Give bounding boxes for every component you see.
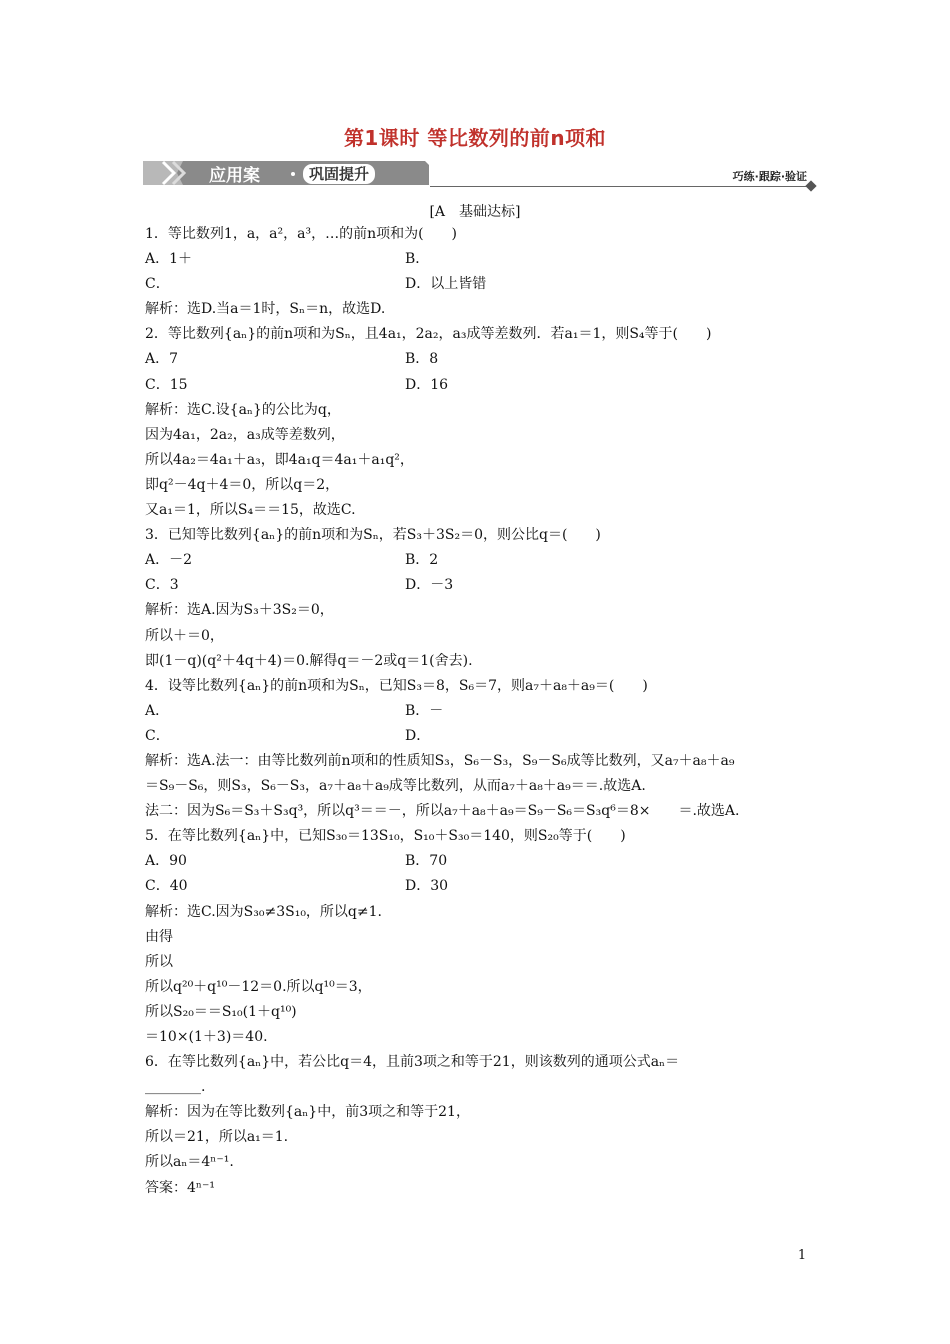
option-right: B．70: [405, 853, 448, 870]
option-row: [145, 849, 810, 874]
option-left: C．40: [145, 878, 188, 895]
option-right: B．－: [405, 702, 444, 719]
option-right: D．16: [405, 376, 449, 393]
text-line: 2．等比数列{aₙ}的前n项和为Sₙ，且4a₁，2a₂，a₃成等差数列．若a₁＝1，则S₄等于( ): [145, 326, 712, 343]
text-line: 所以q²⁰＋q¹⁰－12＝0.所以q¹⁰＝3，: [145, 978, 372, 995]
text-line: ＝10×(1＋3)＝40.: [145, 1029, 268, 1045]
option-left: A．－2: [145, 552, 193, 569]
text-line: 所以4a₂＝4a₁＋a₃，即4a₁q＝4a₁＋a₁q²，: [145, 451, 414, 468]
option-right: D．－3: [405, 577, 454, 594]
option-left: C．: [145, 727, 170, 744]
text-line: 因为4a₁，2a₂，a₃成等差数列，: [145, 426, 345, 443]
text-line: 所以: [145, 953, 173, 970]
option-left: C．15: [145, 376, 188, 393]
option-row: [145, 699, 810, 724]
text-line: 解析：选C.因为S₃₀≠3S₁₀，所以q≠1.: [145, 903, 382, 920]
option-left: A．: [145, 702, 170, 719]
option-left: A．7: [145, 351, 179, 368]
option-right: B．: [405, 251, 430, 268]
text-line: 5．在等比数列{aₙ}中，已知S₃₀＝13S₁₀，S₁₀＋S₃₀＝140，则S₂₀等于( ): [145, 828, 626, 845]
option-row: [145, 724, 810, 749]
banner-rule: [430, 186, 810, 187]
text-line: 即q²－4q＋4＝0，所以q＝2，: [145, 476, 340, 493]
text-line: 1．等比数列1，a，a²，a³，…的前n项和为( ): [145, 226, 458, 242]
text-line: 所以＋＝0，: [145, 627, 224, 644]
option-row: [145, 573, 810, 598]
option-left: A．90: [145, 853, 187, 870]
text-line: 解析：选A.因为S₃＋3S₂＝0，: [145, 602, 334, 619]
option-row: [145, 548, 810, 573]
text-line: ＝S₉－S₆，则S₃，S₆－S₃，a₇＋a₈＋a₉成等比数列，从而a₇＋a₈＋a₉＝＝.故选A.: [145, 778, 646, 795]
text-line: 由得: [145, 928, 173, 945]
option-right: D．以上皆错: [405, 276, 487, 293]
text-line: 所以＝21，所以a₁＝1.: [145, 1129, 289, 1146]
option-row: [145, 373, 810, 398]
section-label: [A 基础达标]: [429, 204, 521, 220]
text-line: 所以aₙ＝4ⁿ⁻¹.: [145, 1154, 234, 1171]
option-right: D．30: [405, 878, 449, 895]
text-line: 解析：因为在等比数列{aₙ}中，前3项之和等于21，: [145, 1104, 470, 1121]
text-line: 法二：因为S₆＝S₃＋S₃q³，所以q³＝＝－，所以a₇＋a₈＋a₉＝S₉－S₆＝S₃q⁶＝8× ＝.故选A.: [145, 803, 740, 820]
option-row: [145, 272, 810, 297]
text-line: 4．设等比数列{aₙ}的前n项和为Sₙ，已知S₃＝8，S₆＝7，则a₇＋a₈＋a₉＝( ): [145, 677, 648, 694]
text-line: 解析：选C.设{aₙ}的公比为q，: [145, 401, 341, 418]
option-right: B．2: [405, 552, 439, 569]
option-left: C．3: [145, 577, 179, 594]
option-row: [145, 247, 810, 272]
text-line: 解析：选A.法一：由等比数列前n项和的性质知S₃，S₆－S₃，S₉－S₆成等比数列，又a₇＋a₈＋a₉: [145, 752, 735, 769]
option-left: C．: [145, 276, 170, 293]
option-left: A．1＋: [145, 251, 193, 268]
page-number: 1: [797, 1248, 807, 1263]
text-line: ________.: [145, 1079, 206, 1096]
option-right: D．: [405, 727, 431, 744]
option-row: [145, 874, 810, 899]
option-row: [145, 347, 810, 372]
text-line: 答案：4ⁿ⁻¹: [145, 1179, 215, 1196]
text-line: 3．已知等比数列{aₙ}的前n项和为Sₙ，若S₃＋3S₂＝0，则公比q＝( ): [145, 527, 601, 544]
banner-tag: 应用案: [209, 166, 260, 186]
option-right: B．8: [405, 351, 439, 368]
banner-right-label: 巧练·跟踪·验证: [732, 170, 807, 183]
exercise-content: [145, 222, 810, 1201]
text-line: 6．在等比数列{aₙ}中，若公比q＝4，且前3项之和等于21，则该数列的通项公式aₙ＝: [145, 1054, 680, 1071]
text-line: 所以S₂₀＝＝S₁₀(1＋q¹⁰): [145, 1003, 297, 1020]
banner-chip: 巩固提升: [303, 164, 375, 184]
section-banner: [143, 158, 813, 188]
text-line: 解析：选D.当a＝1时，Sₙ＝n，故选D.: [145, 301, 386, 318]
page-title: 第1课时 等比数列的前n项和: [343, 126, 607, 150]
text-line: 又a₁＝1，所以S₄＝＝15，故选C.: [145, 502, 356, 519]
text-line: 即(1－q)(q²＋4q＋4)＝0.解得q＝－2或q＝1(舍去).: [145, 652, 473, 669]
